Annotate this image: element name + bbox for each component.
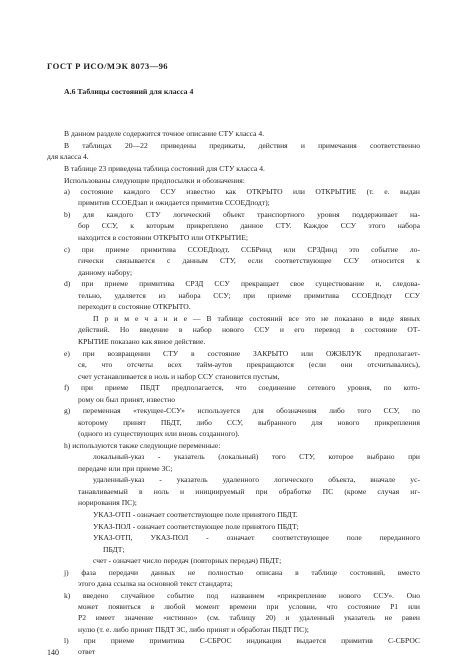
text-line: УКАЗ-ПОЛ - означает соответствующее поле принятого ПБДТ; <box>93 522 299 531</box>
text-line: находится в состоянии ОТКРЫТО или ОТКРЫТИЕ; <box>78 233 248 242</box>
text-line: ся, что отсчеты всех тайм-аутов прекращаются (если они отсчитывались), <box>78 360 420 369</box>
list-item-l: l) при приеме примитива С-СБРОС индикация выдается примитив С-СБРОС <box>64 636 420 645</box>
text-line: норирования ПС); <box>78 498 137 507</box>
list-item-e: e) при возвращении СТУ в состояние ЗАКРЫТО или ОЖЗБЛУК предполагает- <box>64 349 420 358</box>
text-line: гически связывается с данным СТУ, если соответствующее ССУ относится к <box>78 256 420 265</box>
text-line: В таблицах 20—22 приведены предикаты, действия и примечания соответственно <box>64 141 420 150</box>
text-line: нулю (т. е. либо принят ПБДТ ЗС, либо принят и обработан ПБДТ ПС); <box>78 625 309 634</box>
note-line: КРЫТИЕ показано как явное действие. <box>78 337 206 346</box>
text-line: счет устанавливается в ноль и набор ССУ становится пустым, <box>78 372 280 381</box>
text-line: бор ССУ, к которым прикреплено данное СТУ. Каждое ССУ этого набора <box>78 221 420 230</box>
list-item-a: a) состояние каждого ССУ известно как ОТКРЫТО или ОТКРЫТИЕ (т. е. выдан <box>64 187 420 196</box>
running-header: ГОСТ Р ИСО/МЭК 8073—96 <box>47 61 168 71</box>
list-item-g: g) переменная «текущее-ССУ» используется для обозначения либо того ССУ, по <box>64 406 420 415</box>
text-line: локальный-указ - указатель (локальный) того СТУ, которое выбрано при <box>93 452 420 461</box>
list-item-j: j) фаза передачи данных не полностью описана в таблице состояний, вместо <box>64 568 420 577</box>
text-line: данному набору; <box>78 268 133 277</box>
list-item-k: k) введено случайное событие под названием «прикрепление нового ССУ». Оно <box>64 591 420 600</box>
text-line: УКАЗ-ОТП - означает соответствующее поле принятого ПБДТ. <box>93 510 298 519</box>
text-line: (одного из существующих или вновь созданного). <box>78 429 240 438</box>
text-line: ПБДТ; <box>103 545 125 554</box>
text-line: тельно, удаляется из набора ССУ; при приеме примитива ССОЕДподт ССУ <box>78 291 420 300</box>
list-item-c: c) при приеме примитива ССОЕДподт, ССБРинд или СРЗДинд это событие ло- <box>64 245 420 254</box>
list-item-d: d) при приеме примитива СРЗД ССУ прекращает свое существование и, следова- <box>64 279 420 288</box>
note-line: действий. Но введение в набор нового ССУ и его перевод в состояние ОТ- <box>78 325 420 334</box>
list-item-h: h) используются также следующие переменные: <box>64 441 221 450</box>
text-line: которому принят ПБДТ, либо ССУ, выбранного для нового прикрепления <box>78 418 420 427</box>
page-number: 140 <box>47 648 59 657</box>
section-title: А.6 Таблицы состояний для класса 4 <box>64 87 194 96</box>
text-line: рому он был принят, известно <box>78 395 176 404</box>
text-line: для класса 4. <box>47 152 89 161</box>
text-line: танавливаемый в ноль и инициируемый при обработке ПС (кроме случая иг- <box>78 487 420 496</box>
list-item-f: f) при приеме ПБДТ предполагается, что соединение сетевого уровня, по кото- <box>64 383 420 392</box>
text-line: этого дана ссылка на основной текст стандарта; <box>78 579 233 588</box>
text-line: В таблице 23 приведена таблица состояний для СТУ класса 4. <box>64 164 265 173</box>
text-line: Р2 имеет значение «истинно» (см. таблицу 20) и удаленный указатель не равен <box>78 613 420 622</box>
text-line: переходит в состояние ОТКРЫТО. <box>78 302 191 311</box>
text-line: может появиться в любой момент времени при условии, что состояние Р1 или <box>78 602 420 611</box>
text-line: В данном разделе содержится точное описание СТУ класса 4. <box>64 129 265 138</box>
text-line: ответ <box>78 647 96 656</box>
text-line: передаче или при приеме ЗС; <box>78 464 173 473</box>
text-line: счет - означает число передач (повторных передач) ПБДТ; <box>93 556 282 565</box>
text-line: примитив ССОЕДзап и ожидается примитив ССОЕДподт); <box>78 198 270 207</box>
text-line: Использованы следующие предпосылки и обозначения: <box>64 176 245 185</box>
note-line: П р и м е ч а н и е — В таблице состояний все это не показано в виде явных <box>93 314 420 323</box>
text-line: УКАЗ-ОТП, УКАЗ-ПОЛ - означает соответствующее поле переданного <box>93 533 420 542</box>
list-item-b: b) для каждого СТУ логический объект транспортного уровня поддерживает на- <box>64 210 420 219</box>
text-line: удаленный-указ - указатель удаленного логического объекта, вначале ус- <box>93 475 420 484</box>
